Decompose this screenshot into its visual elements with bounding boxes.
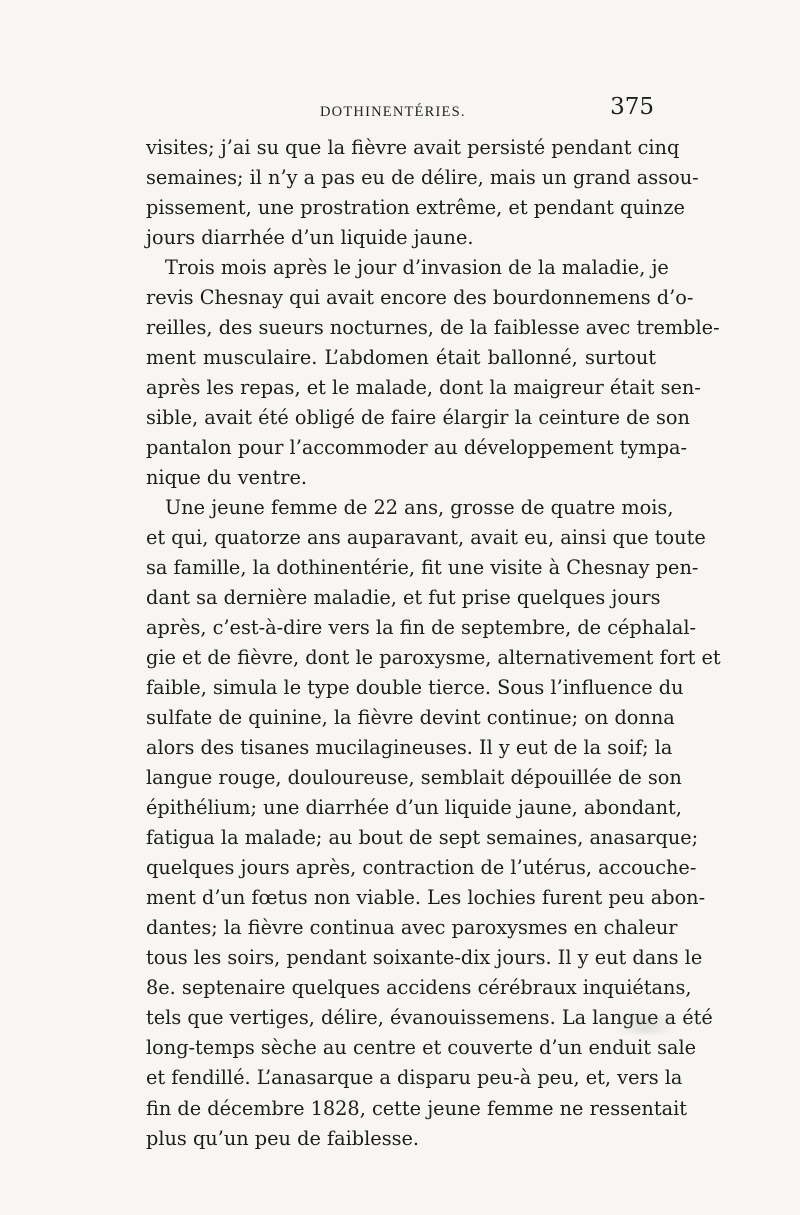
text-line: fatigua la malade; au bout de sept semaines, anasarque;	[146, 826, 699, 850]
text-line: ment d’un fœtus non viable. Les lochies furent peu abon-	[146, 886, 706, 910]
text-line: et fendillé. L’anasarque a disparu peu-à peu, et, vers la	[146, 1066, 683, 1090]
text-line: ment musculaire. L’abdomen était ballonné, surtout	[146, 346, 656, 370]
text-line: après, c’est-à-dire vers la fin de septembre, de céphalal-	[146, 616, 697, 640]
text-line: épithélium; une diarrhée d’un liquide jaune, abondant,	[146, 796, 682, 820]
page-number: 375	[610, 94, 654, 120]
text-line: 8e. septenaire quelques accidens cérébraux inquiétans,	[146, 976, 692, 1000]
text-line: faible, simula le type double tierce. Sous l’influence du	[146, 676, 684, 700]
body-text	[146, 133, 721, 1154]
text-line: pantalon pour l’accommoder au développement tympa-	[146, 436, 688, 460]
text-line: et qui, quatorze ans auparavant, avait eu, ainsi que toute	[146, 526, 706, 550]
text-line: plus qu’un peu de faiblesse.	[146, 1126, 420, 1150]
text-line: tels que vertiges, délire, évanouissemens. La langue a été	[146, 1006, 713, 1030]
text-line: jours diarrhée d’un liquide jaune.	[146, 226, 474, 250]
text-line: sible, avait été obligé de faire élargir la ceinture de son	[146, 406, 690, 430]
text-line: dant sa dernière maladie, et fut prise quelques jours	[146, 586, 661, 610]
text-line: reilles, des sueurs nocturnes, de la faiblesse avec tremble-	[146, 316, 720, 340]
text-line: langue rouge, douloureuse, semblait dépouillée de son	[146, 766, 682, 790]
running-title: DOTHINENTÉRIES.	[320, 104, 466, 120]
text-line: après les repas, et le malade, dont la maigreur était sen-	[146, 376, 701, 400]
text-line: Une jeune femme de 22 ans, grosse de quatre mois,	[165, 496, 674, 520]
text-line: gie et de fièvre, dont le paroxysme, alternativement fort et	[146, 646, 721, 670]
text-line: dantes; la fièvre continua avec paroxysmes en chaleur	[146, 916, 678, 940]
text-line: pissement, une prostration extrême, et pendant quinze	[146, 196, 685, 220]
bleed-through-mark	[616, 1015, 676, 1033]
text-line: Trois mois après le jour d’invasion de la maladie, je	[165, 256, 669, 280]
running-header	[146, 92, 656, 132]
text-line: tous les soirs, pendant soixante-dix jours. Il y eut dans le	[146, 946, 703, 970]
text-line: nique du ventre.	[146, 466, 308, 490]
text-line: quelques jours après, contraction de l’utérus, accouche-	[146, 856, 697, 880]
text-line: fin de décembre 1828, cette jeune femme ne ressentait	[146, 1096, 687, 1120]
text-line: sulfate de quinine, la fièvre devint continue; on donna	[146, 706, 675, 730]
text-line: revis Chesnay qui avait encore des bourdonnemens d’o-	[146, 286, 694, 310]
text-line: sa famille, la dothinentérie, fit une visite à Chesnay pen-	[146, 556, 699, 580]
text-line: visites; j’ai su que la fièvre avait persisté pendant cinq	[146, 136, 680, 159]
text-line: semaines; il n’y a pas eu de délire, mais un grand assou-	[146, 166, 699, 190]
text-line: long-temps sèche au centre et couverte d’un enduit sale	[146, 1036, 697, 1060]
text-line: alors des tisanes mucilagineuses. Il y eut de la soif; la	[146, 736, 673, 760]
